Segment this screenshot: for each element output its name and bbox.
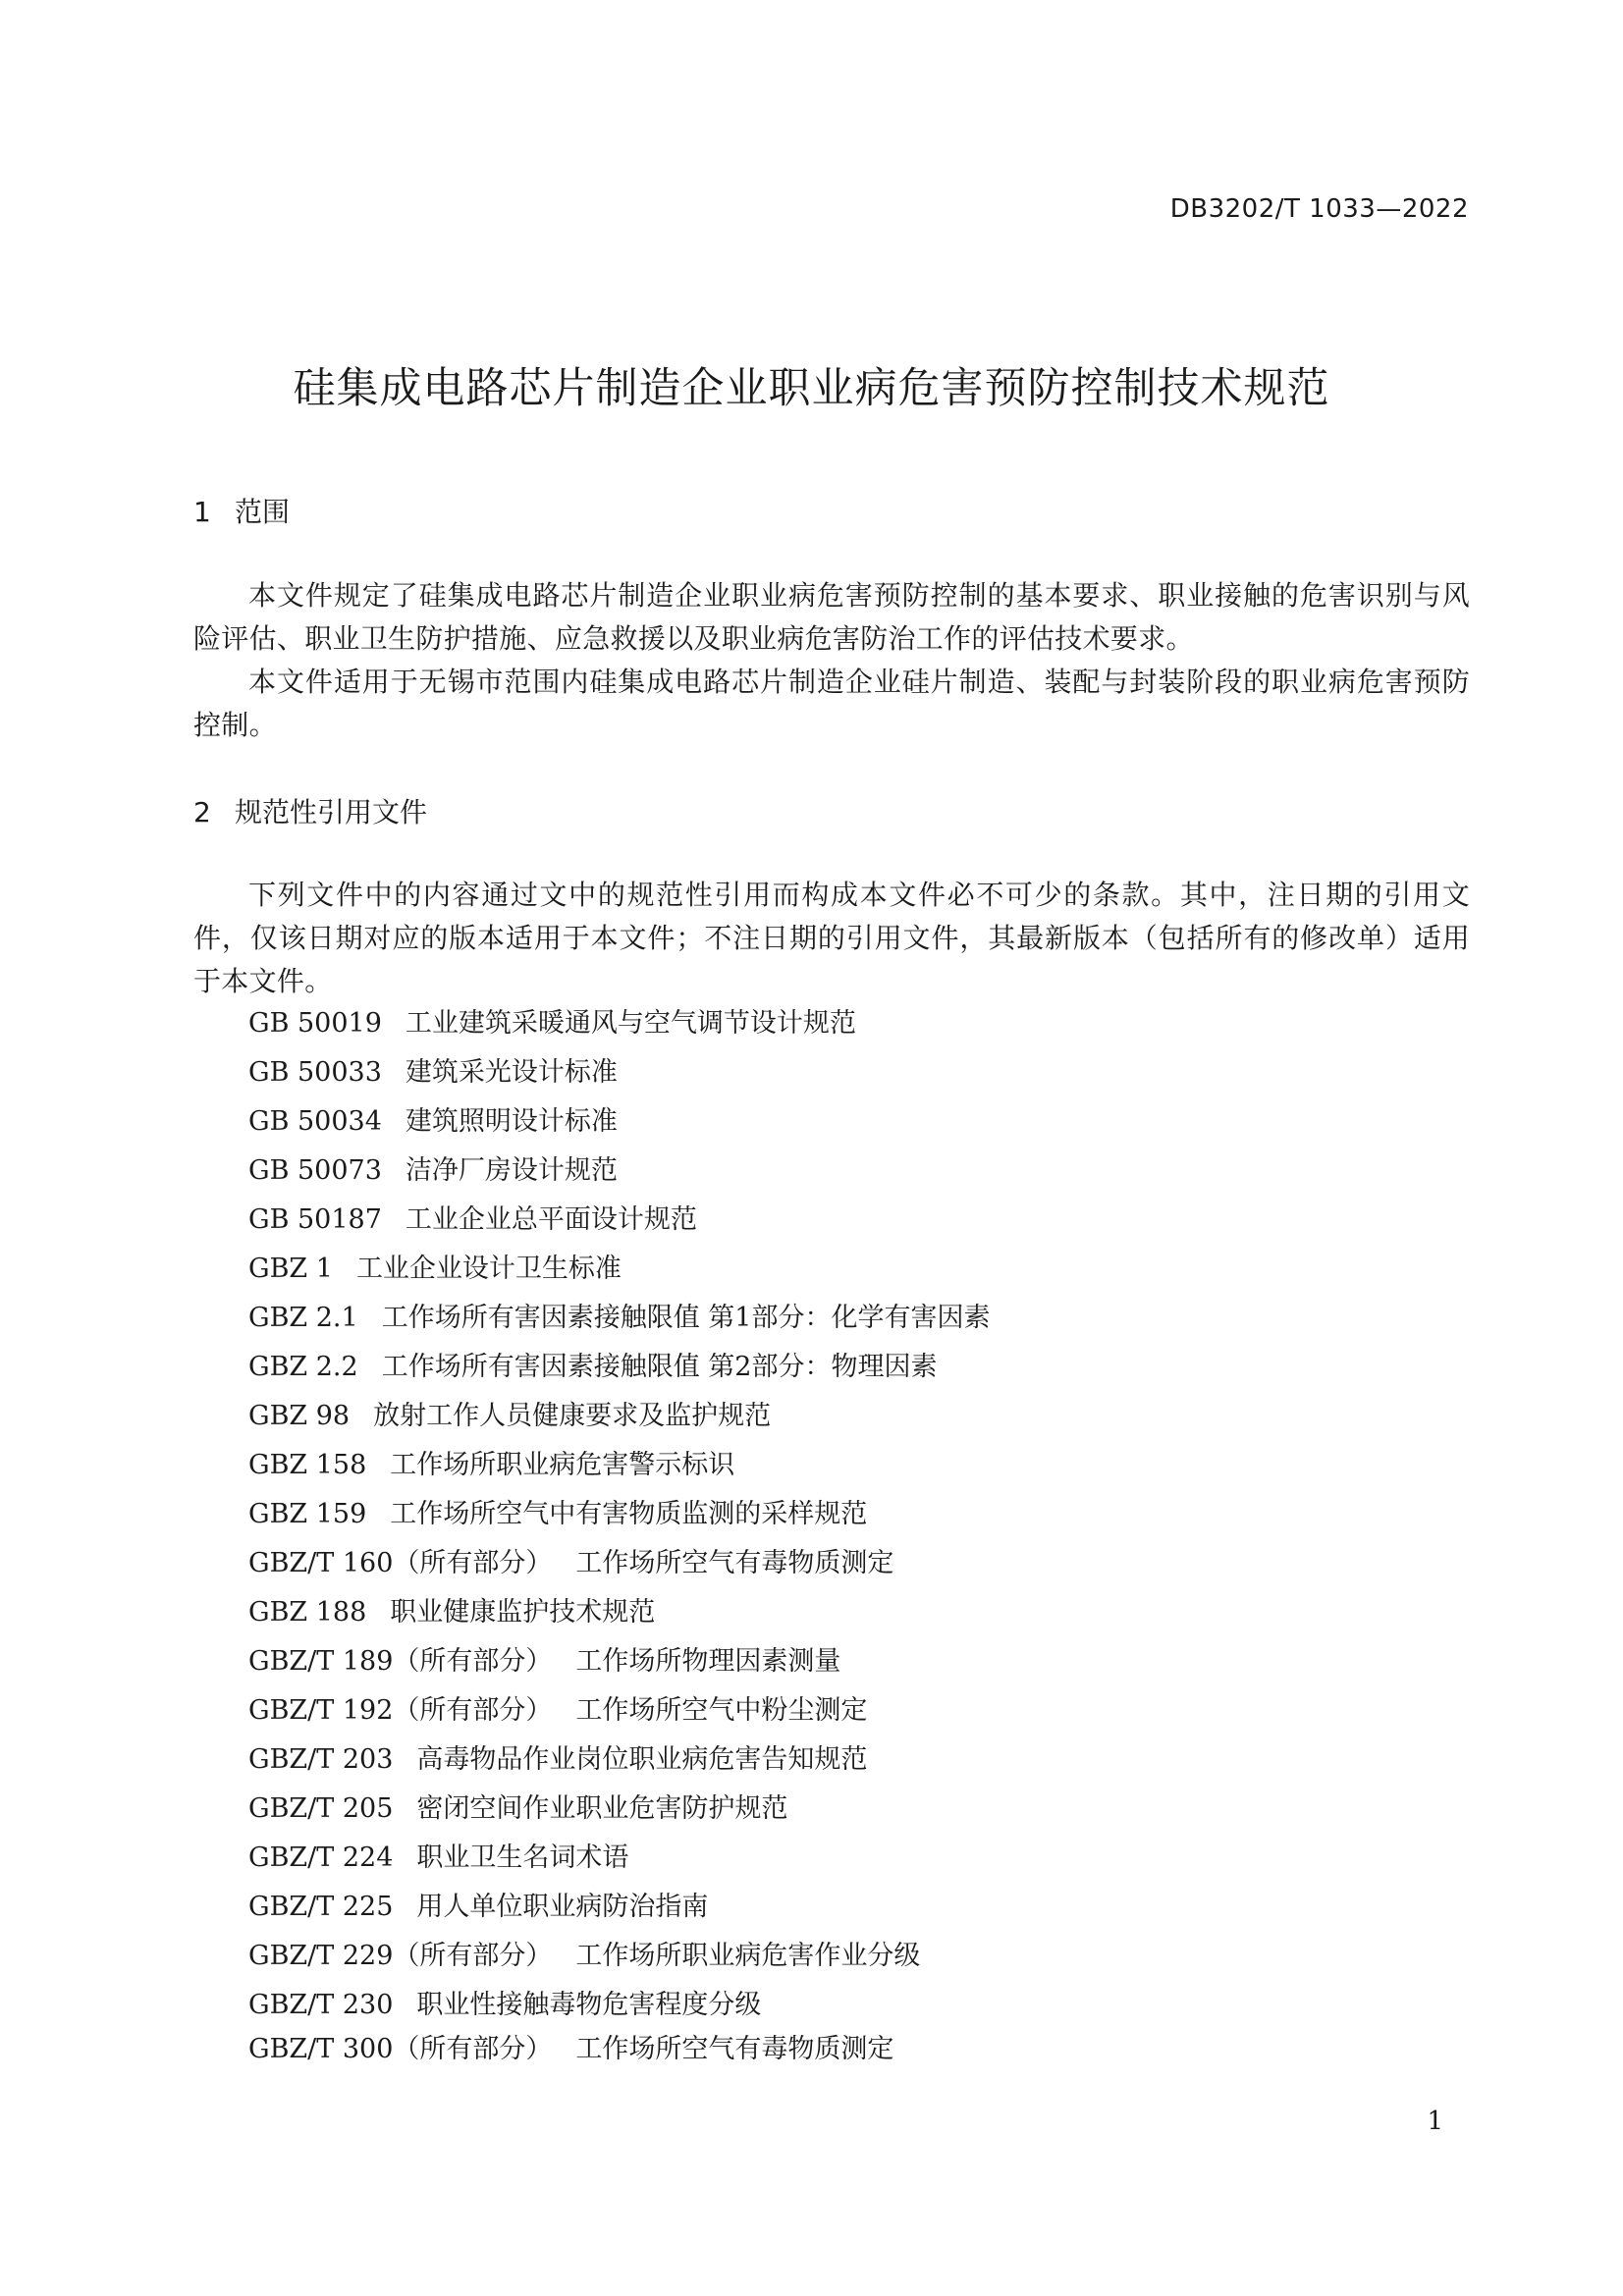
reference-code: GB 50034 [248, 1106, 382, 1137]
reference-title: 工作场所物理因素测量 [575, 1646, 841, 1677]
section-2-heading [193, 791, 427, 830]
reference-code: GBZ 1 [248, 1254, 333, 1284]
reference-code: GBZ/T 203 [248, 1744, 394, 1775]
reference-code: GBZ 2.2 [248, 1352, 358, 1382]
section-number: 1 [193, 496, 211, 528]
reference-item [248, 1245, 990, 1294]
reference-title: 职业性接触毒物危害程度分级 [416, 1990, 762, 2020]
page-number: 1 [1427, 2107, 1443, 2136]
reference-code: GBZ 188 [248, 1597, 367, 1628]
reference-title: 职业健康监护技术规范 [390, 1597, 656, 1628]
reference-code: GBZ/T 189（所有部分） [248, 1646, 553, 1677]
reference-code: GBZ/T 229（所有部分） [248, 1941, 553, 1971]
reference-item [248, 1735, 990, 1785]
section-1-paragraph-1: 本文件规定了硅集成电路芯片制造企业职业病危害预防控制的基本要求、职业接触的危害识别与风险评估、职业卫生防护措施、应急救援以及职业病危害防治工作的评估技术要求。 [193, 579, 1470, 655]
reference-title: 工作场所职业病危害作业分级 [575, 1941, 921, 1971]
reference-item [248, 1392, 990, 1441]
reference-title: 高毒物品作业岗位职业病危害告知规范 [416, 1744, 868, 1775]
reference-code: GB 50019 [248, 1008, 382, 1039]
reference-item [248, 1981, 990, 2030]
reference-code: GBZ/T 225 [248, 1892, 394, 1922]
section-title: 规范性引用文件 [235, 796, 428, 828]
reference-item [248, 1785, 990, 1834]
reference-item [248, 1539, 990, 1588]
reference-code: GBZ 2.1 [248, 1303, 358, 1333]
reference-code: GBZ 98 [248, 1401, 351, 1431]
reference-item [248, 1490, 990, 1539]
reference-code: GBZ/T 224 [248, 1842, 394, 1873]
reference-title: 建筑照明设计标准 [405, 1106, 618, 1137]
reference-title: 工作场所有害因素接触限值 第2部分：物理因素 [381, 1352, 938, 1382]
reference-code: GBZ/T 160（所有部分） [248, 1548, 553, 1578]
reference-list [248, 999, 990, 2069]
reference-title: 工作场所空气有毒物质测定 [575, 1548, 894, 1578]
reference-item [248, 1147, 990, 1196]
reference-title: 工作场所空气有毒物质测定 [575, 2034, 894, 2064]
reference-code: GB 50033 [248, 1057, 382, 1088]
reference-item [248, 1883, 990, 1932]
reference-code: GBZ/T 230 [248, 1990, 394, 2020]
section-2-paragraph-1: 下列文件中的内容通过文中的规范性引用而构成本文件必不可少的条款。其中，注日期的引用文件，仅该日期对应的版本适用于本文件；不注日期的引用文件，其最新版本（包括所有的修改单）适用于本文件。 [193, 879, 1470, 997]
reference-code: GBZ/T 205 [248, 1793, 394, 1824]
reference-item [248, 1343, 990, 1392]
document-number: DB3202/T 1033—2022 [1169, 194, 1469, 224]
section-number: 2 [193, 796, 211, 828]
reference-code: GB 50187 [248, 1204, 382, 1235]
reference-item [248, 1637, 990, 1686]
reference-title: 密闭空间作业职业危害防护规范 [416, 1793, 788, 1824]
reference-title: 工作场所职业病危害警示标识 [390, 1450, 735, 1480]
reference-title: 洁净厂房设计规范 [405, 1155, 618, 1186]
document-title: 硅集成电路芯片制造企业职业病危害预防控制技术规范 [293, 364, 1330, 413]
reference-item [248, 1686, 990, 1735]
reference-item [248, 1932, 990, 1981]
reference-title: 工作场所有害因素接触限值 第1部分：化学有害因素 [381, 1303, 991, 1333]
reference-title: 工业企业设计卫生标准 [355, 1254, 622, 1284]
section-1-paragraph-2: 本文件适用于无锡市范围内硅集成电路芯片制造企业硅片制造、装配与封装阶段的职业病危害预防控制。 [193, 666, 1470, 741]
reference-item [248, 999, 990, 1048]
reference-item [248, 1294, 990, 1343]
reference-item [248, 1048, 990, 1097]
reference-code: GBZ/T 300（所有部分） [248, 2034, 553, 2064]
reference-item [248, 1097, 990, 1147]
reference-code: GB 50073 [248, 1155, 382, 1186]
reference-title: 职业卫生名词术语 [416, 1842, 629, 1873]
section-1-heading [193, 491, 290, 530]
reference-item [248, 1588, 990, 1637]
reference-item [248, 1441, 990, 1490]
reference-title: 工作场所空气中有害物质监测的采样规范 [390, 1499, 868, 1529]
reference-code: GBZ 158 [248, 1450, 367, 1480]
reference-title: 用人单位职业病防治指南 [416, 1892, 709, 1922]
reference-code: GBZ/T 192（所有部分） [248, 1695, 553, 1726]
reference-title: 工业建筑采暖通风与空气调节设计规范 [405, 1008, 856, 1039]
section-title: 范围 [235, 496, 291, 528]
reference-title: 放射工作人员健康要求及监护规范 [373, 1401, 772, 1431]
reference-title: 建筑采光设计标准 [405, 1057, 618, 1088]
reference-item [248, 1834, 990, 1883]
reference-title: 工作场所空气中粉尘测定 [575, 1695, 868, 1726]
reference-title: 工业企业总平面设计规范 [405, 1204, 697, 1235]
reference-item [248, 1196, 990, 1245]
reference-code: GBZ 159 [248, 1499, 367, 1529]
reference-item [248, 2030, 990, 2069]
